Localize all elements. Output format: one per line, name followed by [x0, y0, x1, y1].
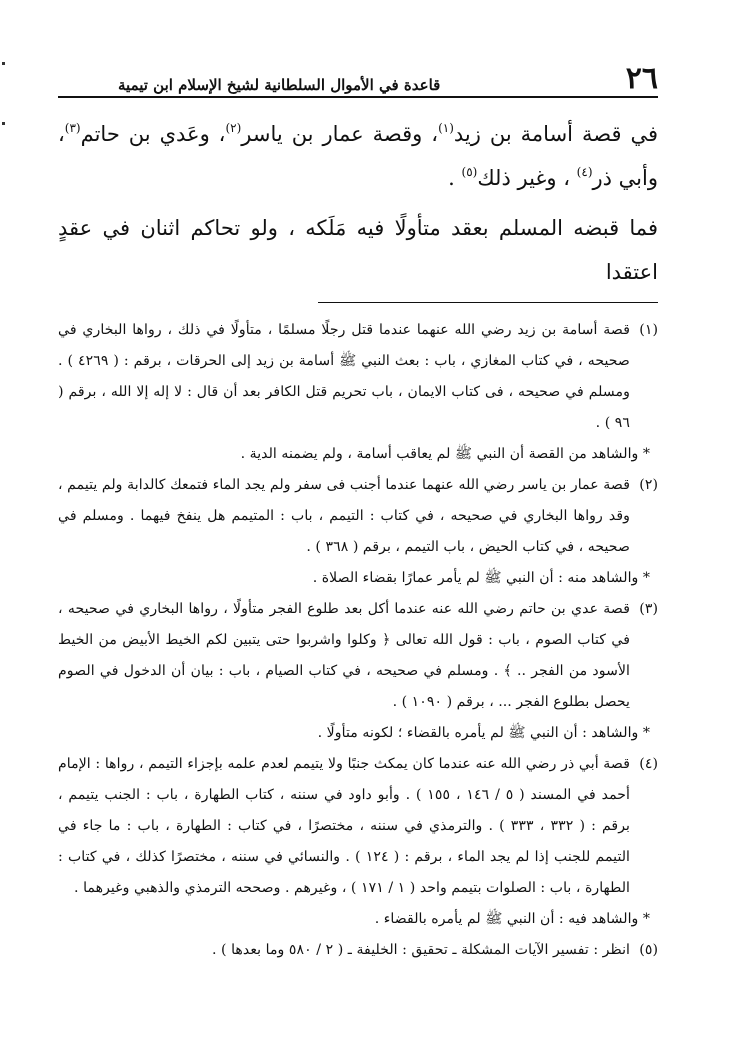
footnote-number: (٥) [639, 942, 658, 958]
main-text-segment: ، وعَدي بن حاتم [80, 122, 226, 146]
main-paragraph-1 [58, 112, 658, 200]
main-text-segment: في قصة أسامة بن زيد [453, 122, 658, 146]
main-text-segment: ، وقصة عمار بن ياسر [241, 122, 439, 146]
footnotes [58, 315, 658, 966]
footnote-divider [318, 302, 658, 303]
main-paragraph-2: فما قبضه المسلم بعقد متأولًا فيه مَلَكه ، ولو تحاكم اثنان في عقدٍ اعتقدا [58, 216, 658, 284]
footnote-number: (٢) [639, 477, 658, 493]
scan-mark-middle [2, 122, 5, 125]
footnote-5 [58, 935, 658, 966]
footnote-text: انظر : تفسير الآيات المشكلة ـ تحقيق : الخليفة ـ ( ٢ / ٥٨٠ وما بعدها ) . [212, 942, 630, 958]
footnote-3 [58, 594, 658, 718]
footnote-text: قصة عمار بن ياسر رضي الله عنهما عندما أجنب فى سفر ولم يجد الماء فتمعك كالدابة ولم يتيمم ، وقد رواها البخاري في صحيحه ، في كتاب : التيمم ، باب : المتيمم هل ينفخ فيهما . ومسلم في صحيحه ، في كتاب الحيض ، باب التيمم ، برقم ( ٣٦٨ ) . [58, 477, 630, 555]
footnote-text: قصة عدي بن حاتم رضي الله عنه عندما أكل بعد طلوع الفجر متأولًا ، رواها البخاري في صحيحه ، في كتاب الصوم ، باب : قول الله تعالى ﴿ وكلوا واشربوا حتى يتبين لكم الخيط الأبيض من الخيط الأسود من الفجر .. ﴾ . ومسلم في صحيحه ، في كتاب الصيام ، باب : بيان أن الدخول في الصوم يحصل بطلوع الفجر ... ، برقم ( ١٠٩٠ ) . [58, 601, 630, 710]
main-text-segment: ، وغير ذلك [477, 166, 570, 190]
footnote-text: قصة أبي ذر رضي الله عنه عندما كان يمكث جنبًا ولا يتيمم لعدم علمه بإجزاء التيمم ، رواها : الإمام أحمد في المسند ( ٥ / ١٤٦ ، ١٥٥ ) . وأبو داود في سننه ، كتاب الطهارة ، باب : الجنب يتيمم ، برقم : ( ٣٣٢ ، ٣٣٣ ) . والترمذي في سننه ، مختصرًا ، في كتاب : الطهارة ، باب : ما جاء في التيمم للجنب إذا لم يجد الماء ، برقم : ( ١٢٤ ) . والنسائي في سننه ، مختصرًا كذلك ، في كتاب : الطهارة ، باب : الصلوات بتيمم واحد ( ١ / ١٧١ ) ، وغيرهم . وصححه الترمذي والذهبي وغيرهما . [58, 756, 630, 896]
footnote-number: (١) [639, 322, 658, 338]
footnote-1 [58, 315, 658, 439]
footnote-ref-4: (٤) [576, 165, 593, 179]
running-title: قاعدة في الأموال السلطانية لشيخ الإسلام ابن تيمية [118, 76, 441, 94]
footnote-3-note: * والشاهد : أن النبي ﷺ لم يأمره بالقضاء ؛ لكونه متأولًا . [317, 725, 650, 741]
footnote-ref-3: (٣) [64, 121, 81, 135]
footnote-1-note: * والشاهد من القصة أن النبي ﷺ لم يعاقب أسامة ، ولم يضمنه الدية . [240, 446, 650, 462]
scan-mark-top [2, 62, 5, 65]
footnote-4-note: * والشاهد فيه : أن النبي ﷺ لم يأمره بالقضاء . [374, 911, 650, 927]
page-header [58, 60, 658, 98]
main-text-segment: . [448, 166, 455, 190]
footnote-ref-2: (٢) [225, 121, 242, 135]
document-page [58, 60, 658, 966]
footnote-2-note: * والشاهد منه : أن النبي ﷺ لم يأمر عمارًا بقضاء الصلاة . [312, 570, 650, 586]
footnote-number: (٣) [639, 601, 658, 617]
page-number: ٢٦ [625, 61, 658, 96]
main-text-segment: ، وأبي ذر [58, 122, 658, 190]
footnote-2 [58, 470, 658, 563]
footnote-4 [58, 749, 658, 904]
footnote-ref-5: (٥) [461, 165, 478, 179]
footnote-ref-1: (١) [438, 121, 454, 135]
footnote-number: (٤) [639, 756, 658, 772]
main-text [58, 112, 658, 294]
footnote-text: قصة أسامة بن زيد رضي الله عنهما عندما قتل رجلًا مسلمًا ، متأولًا في ذلك ، رواها البخاري في صحيحه ، في كتاب المغازي ، باب : بعث النبي ﷺ أسامة بن زيد إلى الحرقات ، برقم : ( ٤٢٦٩ ) . ومسلم في صحيحه ، فى كتاب الايمان ، باب تحريم قتل الكافر بعد أن قال : لا إله إلا الله ، برقم ( ٩٦ ) . [58, 322, 630, 431]
